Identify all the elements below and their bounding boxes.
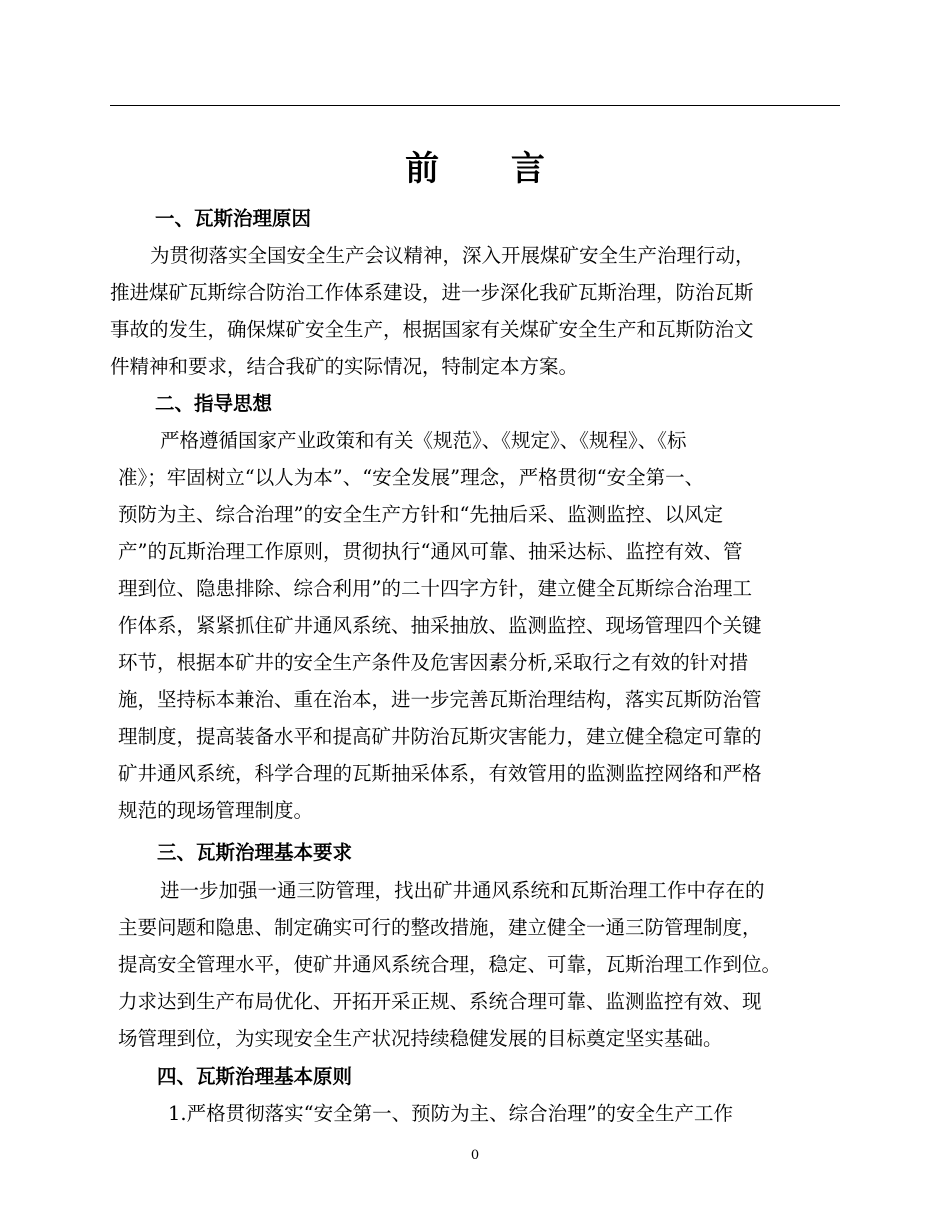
section-heading-4: 四、瓦斯治理基本原则 xyxy=(157,1065,353,1088)
section-heading-3: 三、瓦斯治理基本要求 xyxy=(157,841,353,864)
header-rule xyxy=(110,105,840,106)
body-line: 施，坚持标本兼治、重在治本，进一步完善瓦斯治理结构，落实瓦斯防治管 xyxy=(118,688,762,711)
section-body-3 xyxy=(118,872,853,1057)
section-body-2 xyxy=(118,422,845,829)
body-line: 事故的发生，确保煤矿安全生产，根据国家有关煤矿安全生产和瓦斯防治文 xyxy=(110,318,754,341)
body-line: 1.严格贯彻落实“安全第一、预防为主、综合治理”的安全生产工作 xyxy=(168,1102,734,1125)
body-line: 预防为主、综合治理”的安全生产方针和“先抽后采、监测监控、以风定 xyxy=(118,503,723,526)
body-line: 力求达到生产布局优化、开拓开采正规、系统合理可靠、监测监控有效、现 xyxy=(118,990,762,1013)
page-number: 0 xyxy=(470,1148,480,1163)
body-line: 为贯彻落实全国安全生产会议精神，深入开展煤矿安全生产治理行动， xyxy=(150,244,755,267)
body-line: 理制度，提高装备水平和提高矿井防治瓦斯灾害能力，建立健全稳定可靠的 xyxy=(118,725,762,748)
body-line: 环节，根据本矿井的安全生产条件及危害因素分析,采取行之有效的针对措 xyxy=(118,651,749,674)
body-line: 准》；牢固树立“以人为本”、“安全发展”理念，严格贯彻“安全第一、 xyxy=(118,466,705,489)
body-line: 规范的现场管理制度。 xyxy=(118,799,314,822)
body-line: 提高安全管理水平，使矿井通风系统合理，稳定、可靠，瓦斯治理工作到位。 xyxy=(118,953,782,976)
body-line: 进一步加强一通三防管理，找出矿井通风系统和瓦斯治理工作中存在的 xyxy=(160,879,765,902)
body-line: 场管理到位，为实现安全生产状况持续稳健发展的目标奠定坚实基础。 xyxy=(118,1027,723,1050)
body-line: 产”的瓦斯治理工作原则，贯彻执行“通风可靠、抽采达标、监控有效、管 xyxy=(118,540,743,563)
body-line: 推进煤矿瓦斯综合防治工作体系建设，进一步深化我矿瓦斯治理，防治瓦斯 xyxy=(110,281,754,304)
body-line: 件精神和要求，结合我矿的实际情况，特制定本方案。 xyxy=(110,355,579,378)
body-line: 主要问题和隐患、制定确实可行的整改措施，建立健全一通三防管理制度， xyxy=(118,916,762,939)
body-line: 作体系，紧紧抓住矿井通风系统、抽采抽放、监测监控、现场管理四个关键 xyxy=(118,614,762,637)
body-line: 严格遵循国家产业政策和有关《规范》、《规定》、《规程》、《标 xyxy=(160,429,687,452)
body-line: 矿井通风系统，科学合理的瓦斯抽采体系，有效管用的监测监控网络和严格 xyxy=(118,762,762,785)
page-title: 前 言 xyxy=(405,149,575,189)
section-heading-1: 一、瓦斯治理原因 xyxy=(155,207,312,230)
section-heading-2: 二、指导思想 xyxy=(155,392,273,415)
section-body-1 xyxy=(110,237,845,385)
section-body-4 xyxy=(118,1095,845,1132)
body-line: 理到位、隐患排除、综合利用”的二十四字方针，建立健全瓦斯综合治理工 xyxy=(118,577,752,600)
